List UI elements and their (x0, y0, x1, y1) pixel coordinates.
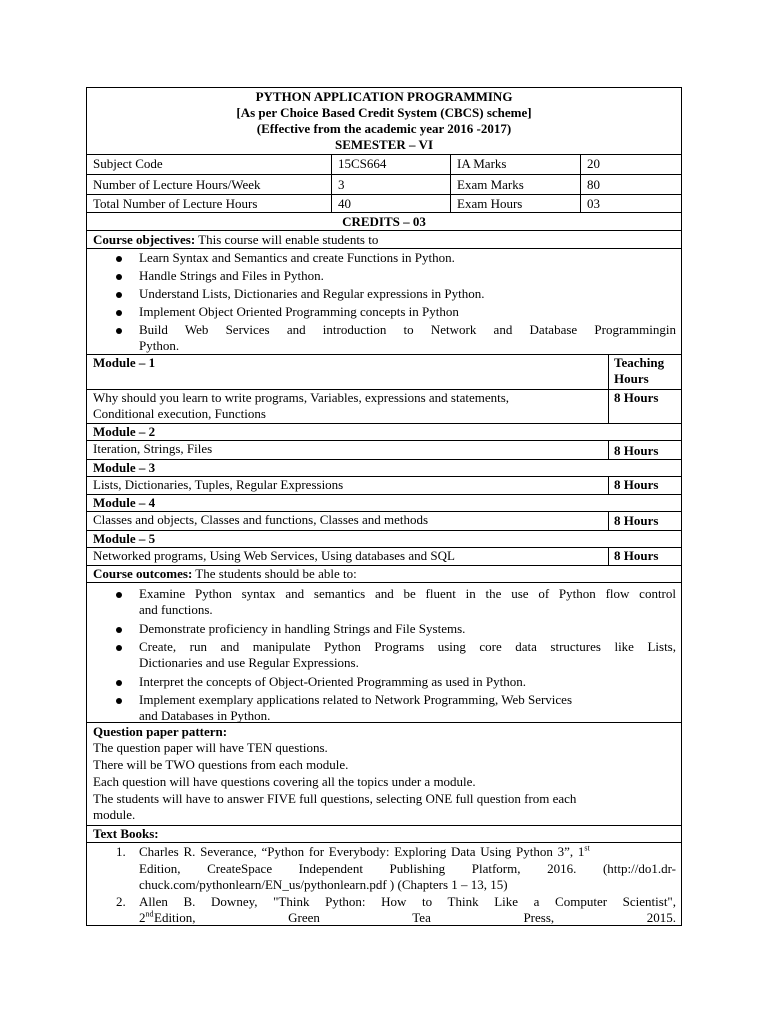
course-title: PYTHON APPLICATION PROGRAMMING (255, 89, 513, 104)
outcome-item: Demonstrate proficiency in handling Strings and File Systems. (139, 621, 466, 636)
total-hours-label: Total Number of Lecture Hours (93, 196, 258, 211)
module-5-hours: 8 Hours (614, 548, 659, 563)
objectives-heading-row (87, 231, 681, 249)
module-2-hours: 8 Hours (614, 443, 659, 458)
module-3-heading-row (87, 460, 681, 477)
objective-item: Understand Lists, Dictionaries and Regular expressions in Python. (139, 286, 485, 301)
module-1-hours: 8 Hours (614, 390, 659, 405)
bullet-icon (116, 328, 122, 334)
bullet-icon (116, 698, 122, 704)
lecture-hours-week-label: Number of Lecture Hours/Week (93, 177, 261, 192)
pattern-line: The question paper will have TEN questions. (93, 740, 328, 755)
module-2-heading-row (87, 424, 681, 441)
book-1-title (139, 844, 590, 860)
textbooks-list (87, 843, 681, 925)
objectives-label: Course objectives: (93, 232, 196, 247)
header-section (87, 88, 681, 155)
bullet-icon (116, 645, 122, 651)
ia-marks-value: 20 (587, 156, 600, 171)
module-3-content: Lists, Dictionaries, Tuples, Regular Expressions (93, 477, 344, 492)
module-4-hours: 8 Hours (614, 513, 659, 528)
textbooks-heading-row (87, 826, 681, 843)
outcome-item: Examine Python syntax and semantics and be fluent in the use of Python flow control (139, 586, 676, 601)
module-5-content-row (87, 548, 681, 566)
outcomes-heading (93, 566, 357, 582)
pattern-line: Each question will have questions covering all the topics under a module. (93, 774, 476, 789)
module-3-title: Module – 3 (93, 460, 156, 475)
question-pattern-section (87, 723, 681, 826)
bullet-icon (116, 680, 122, 686)
outcome-item: Create, run and manipulate Python Programs using core data structures like Lists, (139, 639, 676, 654)
semester: SEMESTER – VI (334, 137, 433, 152)
question-pattern-label: Question paper pattern: (93, 724, 228, 739)
book-2-edition-number: 2 (139, 910, 146, 925)
objective-item: Implement Object Oriented Programming concepts in Python (139, 304, 459, 319)
module-1-content: Why should you learn to write programs, Variables, expressions and statements, (93, 390, 510, 405)
objectives-intro: This course will enable students to (195, 232, 379, 247)
ia-marks-label: IA Marks (457, 156, 507, 171)
module-4-title: Module – 4 (93, 495, 156, 510)
bullet-icon (116, 310, 122, 316)
exam-marks-value: 80 (587, 177, 600, 192)
book-1-number: 1. (116, 844, 126, 859)
module-3-content-row (87, 477, 681, 495)
subject-code-value: 15CS664 (338, 156, 387, 171)
book-2-edition (139, 910, 154, 926)
outcomes-heading-row (87, 566, 681, 583)
objective-item: Build Web Services and introduction to Network and Database Programmingin (139, 322, 676, 337)
book-1-line3: chuck.com/pythonlearn/EN_us/pythonlearn.pdf ) (Chapters 1 – 13, 15) (139, 877, 508, 892)
module-2-content: Iteration, Strings, Files (93, 441, 213, 456)
teaching-hours-header: Teaching (614, 355, 665, 370)
info-row (87, 195, 681, 213)
bullet-icon (116, 592, 122, 598)
info-row (87, 175, 681, 195)
book-2-line2: Edition, Green Tea Press, 2015. (154, 910, 676, 925)
outcome-item-continued: and Databases in Python. (139, 708, 271, 723)
module-5-content: Networked programs, Using Web Services, Using databases and SQL (93, 548, 455, 563)
pattern-line: The students will have to answer FIVE full questions, selecting ONE full question from each (93, 791, 577, 806)
module-1-content-row (87, 390, 681, 424)
module-1-title: Module – 1 (93, 355, 156, 370)
module-3-hours: 8 Hours (614, 477, 659, 492)
module-2-title: Module – 2 (93, 424, 156, 439)
subject-code-label: Subject Code (93, 156, 163, 171)
objective-item-continued: Python. (139, 338, 180, 353)
objectives-list (87, 249, 681, 355)
book-1-edition-sup: st (584, 843, 590, 853)
syllabus-table (86, 87, 682, 926)
bullet-icon (116, 292, 122, 298)
book-2-edition-sup: nd (145, 909, 154, 919)
outcomes-list (87, 583, 681, 723)
module-4-content: Classes and objects, Classes and functions, Classes and methods (93, 512, 429, 527)
outcome-item: Interpret the concepts of Object-Oriented Programming as used in Python. (139, 674, 527, 689)
outcome-item: Implement exemplary applications related to Network Programming, Web Services (139, 692, 573, 707)
objective-item: Handle Strings and Files in Python. (139, 268, 324, 283)
module-5-title: Module – 5 (93, 531, 156, 546)
lecture-hours-week-value: 3 (338, 177, 345, 192)
module-2-content-row (87, 441, 681, 460)
outcomes-label: Course outcomes: (93, 566, 193, 581)
module-5-heading-row (87, 531, 681, 548)
exam-hours-value: 03 (587, 196, 600, 211)
outcome-item-continued: Dictionaries and use Regular Expressions. (139, 655, 359, 670)
book-2-line1: Allen B. Downey, "Think Python: How to Think Like a Computer Scientist", (139, 894, 676, 909)
pattern-line: module. (93, 807, 136, 822)
pattern-line: There will be TWO questions from each module. (93, 757, 349, 772)
outcomes-intro: The students should be able to: (192, 566, 357, 581)
module-4-heading-row (87, 495, 681, 512)
module-4-content-row (87, 512, 681, 531)
exam-hours-label: Exam Hours (457, 196, 523, 211)
objective-item: Learn Syntax and Semantics and create Functions in Python. (139, 250, 455, 265)
bullet-icon (116, 627, 122, 633)
effective-year: (Effective from the academic year 2016 -2017) (256, 121, 512, 136)
book-1-line2: Edition, CreateSpace Independent Publishing Platform, 2016. (http://do1.dr- (139, 861, 676, 876)
total-hours-value: 40 (338, 196, 351, 211)
bullet-icon (116, 256, 122, 262)
info-row (87, 155, 681, 175)
textbooks-label: Text Books: (93, 826, 159, 841)
book-2-number: 2. (116, 894, 126, 909)
book-1-line1: Charles R. Severance, “Python for Everybody: Exploring Data Using Python 3”, 1 (139, 844, 585, 859)
objectives-heading (93, 232, 378, 248)
module-1-heading-row (87, 355, 681, 390)
bullet-icon (116, 274, 122, 280)
exam-marks-label: Exam Marks (457, 177, 524, 192)
outcome-item-continued: and functions. (139, 602, 213, 617)
teaching-hours-header-line2: Hours (614, 371, 649, 386)
credits-row (87, 213, 681, 231)
module-1-content-line2: Conditional execution, Functions (93, 406, 266, 421)
cbcs-scheme: [As per Choice Based Credit System (CBCS) scheme] (236, 105, 532, 120)
credits: CREDITS – 03 (342, 214, 426, 229)
